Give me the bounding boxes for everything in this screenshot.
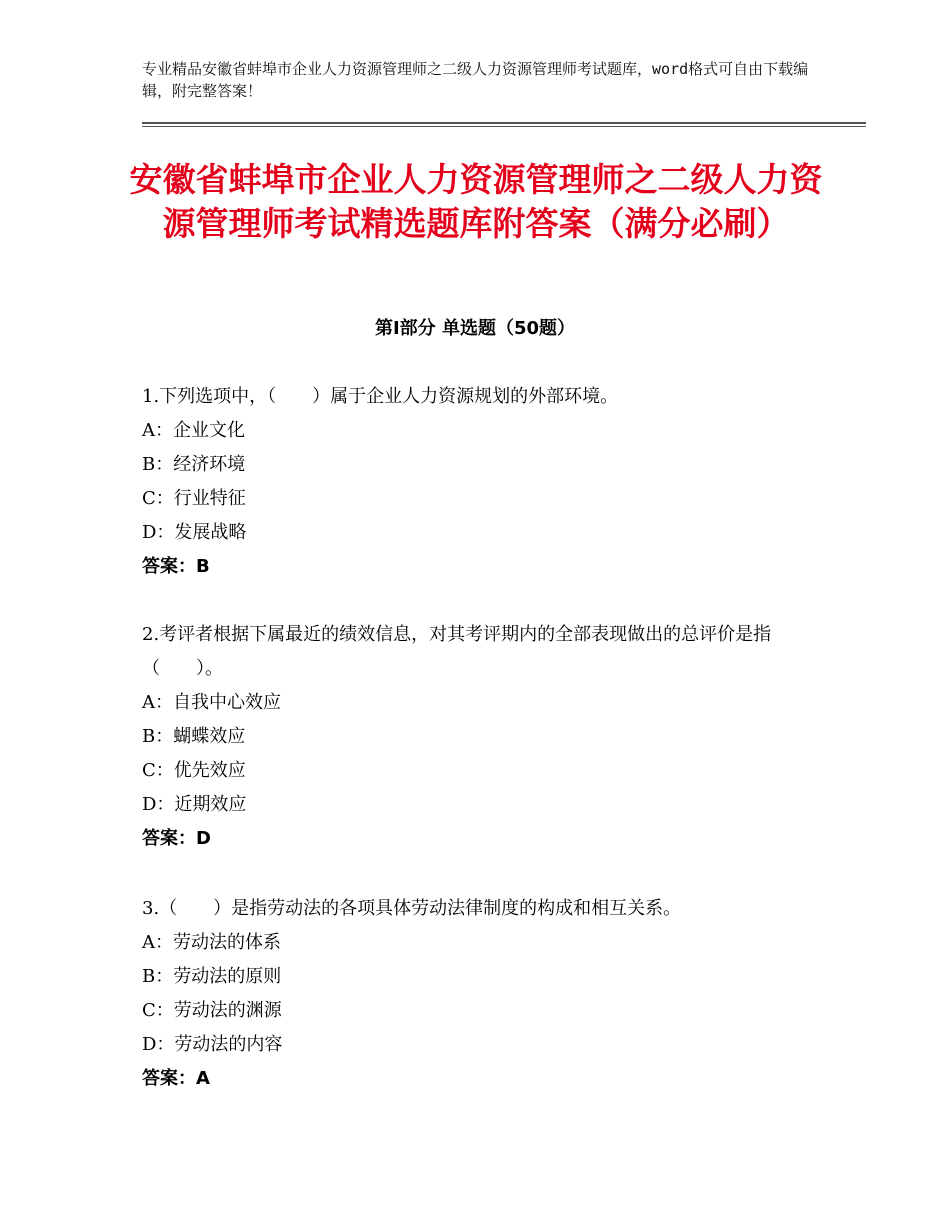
option-c: C：行业特征 <box>142 488 246 509</box>
answer: 答案：B <box>142 556 210 577</box>
option-b: B：劳动法的原则 <box>142 966 282 987</box>
option-d: D：劳动法的内容 <box>142 1034 283 1055</box>
option-a: A：企业文化 <box>142 420 245 441</box>
option-a: A：劳动法的体系 <box>142 932 281 953</box>
question-2 <box>142 618 822 856</box>
question-stem: 3.（ ）是指劳动法的各项具体劳动法律制度的构成和相互关系。 <box>142 898 682 919</box>
answer: 答案：D <box>142 828 211 849</box>
option-b: B：蝴蝶效应 <box>142 726 246 747</box>
section-title: 第Ⅰ部分 单选题（50题） <box>374 318 575 339</box>
header-note: 专业精品安徽省蚌埠市企业人力资源管理师之二级人力资源管理师考试题库，word格式可自由下载编辑，附完整答案！ <box>142 60 809 100</box>
option-c: C：劳动法的渊源 <box>142 1000 282 1021</box>
option-d: D：近期效应 <box>142 794 247 815</box>
answer: 答案：A <box>142 1068 210 1089</box>
question-stem: 1.下列选项中，（ ）属于企业人力资源规划的外部环境。 <box>142 386 619 407</box>
question-1 <box>142 380 822 584</box>
header-divider <box>142 122 866 124</box>
question-3 <box>142 892 822 1096</box>
document-title: 安徽省蚌埠市企业人力资源管理师之二级人力资源管理师考试精选题库附答案（满分必刷） <box>129 160 823 243</box>
option-b: B：经济环境 <box>142 454 246 475</box>
header-divider-thin <box>142 126 866 127</box>
question-stem: 2.考评者根据下属最近的绩效信息，对其考评期内的全部表现做出的总评价是指（ ）。 <box>142 624 772 679</box>
option-c: C：优先效应 <box>142 760 246 781</box>
option-d: D：发展战略 <box>142 522 247 543</box>
option-a: A：自我中心效应 <box>142 692 281 713</box>
